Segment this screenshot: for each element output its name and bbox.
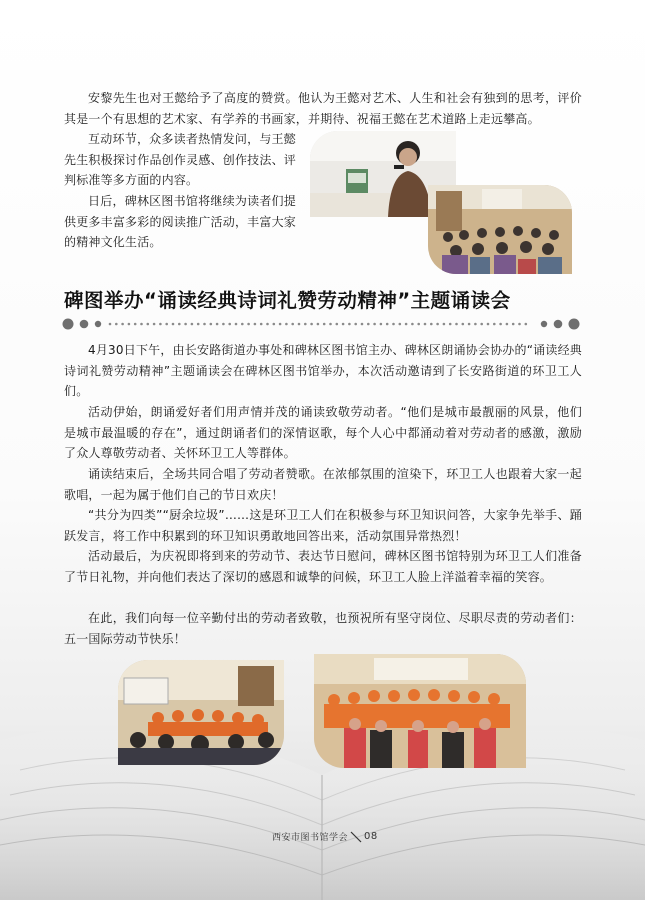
divider-dot [449, 323, 452, 326]
divider-dot [191, 323, 194, 326]
article-title: 碑图举办“诵读经典诗词礼赞劳动精神”主题诵读会 [64, 289, 511, 312]
divider-dot [178, 323, 181, 326]
divider-dot [417, 323, 420, 326]
divider-dot [436, 323, 439, 326]
divider-dot [474, 323, 477, 326]
divider-dot [247, 323, 250, 326]
divider-dot [235, 323, 238, 326]
paragraph-praise: 安黎先生也对王懿给予了高度的赞赏。他认为王懿对艺术、人生和社会有独到的思考，评价其是一个有思想的艺术家、有学养的书画家，并期待、祝福王懿在艺术道路上走远攀高。 [64, 91, 582, 126]
divider-dot [285, 323, 288, 326]
divider-dot [380, 323, 383, 326]
divider-dot [273, 323, 276, 326]
divider-dot [518, 323, 521, 326]
divider-dot [336, 323, 339, 326]
divider-dot [430, 323, 433, 326]
article-paragraph-3: 诵读结束后，全场共同合唱了劳动者赞歌。在浓郁氛围的渲染下，环卫工人也跟着大家一起歌唱，一起为属于他们自己的节日欢庆！ [64, 467, 582, 502]
divider-dot [525, 323, 528, 326]
divider-dot [134, 323, 137, 326]
divider-dot [480, 323, 483, 326]
divider-dot [468, 323, 471, 326]
divider-dot [405, 323, 408, 326]
divider-dot [386, 323, 389, 326]
divider-dot [298, 323, 301, 326]
divider-dot [462, 323, 465, 326]
paragraph-future: 日后，碑林区图书馆将继续为读者们提供更多丰富多彩的阅读推广活动，丰富大家的精神文化生活。 [64, 194, 296, 250]
divider-dot [197, 323, 200, 326]
article-paragraph-4: “共分为四类”“厨余垃圾”……这是环卫工人们在积极参与环卫知识问答，大家争先举手、踊跃发言，将工作中积累到的环卫知识勇敢地回答出来，活动氛围异常热烈！ [64, 508, 582, 543]
divider-dot [310, 323, 313, 326]
footer-slash-mark [349, 829, 363, 843]
divider-dot [317, 323, 320, 326]
article-paragraph-1: 4月30日下午，由长安路街道办事处和碑林区图书馆主办、碑林区朗诵协会协办的“诵读经典诗词礼赞劳动精神”主题诵读会在碑林区图书馆举办，本次活动邀请到了长安路街道的环卫工人们。 [64, 343, 582, 399]
divider-dot [411, 323, 414, 326]
article-paragraph-6: 在此，我们向每一位辛勤付出的劳动者致敬，也预祝所有坚守岗位、尽职尽责的劳动者们：五一国际劳动节快乐！ [64, 611, 582, 646]
divider-dot [165, 323, 168, 326]
paragraph-interaction: 互动环节，众多读者热情发问，与王懿先生积极探讨作品创作灵感、创作技法、评判标准等多方面的内容。 [64, 132, 296, 188]
divider-dot [399, 323, 402, 326]
event-photo-audience [118, 660, 284, 765]
article-paragraph-2: 活动伊始，朗诵爱好者们用声情并茂的诵读致敬劳动者。“他们是城市最靓丽的风景，他们是城市最温暖的存在”，通过朗诵者们的深情讴歌，每个人心中都涌动着对劳动者的感激，激励了众人尊敬劳动者、关怀环卫工人等群体。 [64, 405, 582, 461]
divider-dot [512, 323, 515, 326]
divider-dot [424, 323, 427, 326]
divider-dot [342, 323, 345, 326]
page-footer [272, 828, 378, 844]
divider-dot [159, 323, 162, 326]
dotted-divider [62, 318, 580, 330]
divider-dot [109, 323, 112, 326]
divider-dot [210, 323, 213, 326]
divider-dot [304, 323, 307, 326]
divider-dot [203, 323, 206, 326]
divider-dot [493, 323, 496, 326]
divider-dot [216, 323, 219, 326]
divider-dot [354, 323, 357, 326]
divider-dot [455, 323, 458, 326]
divider-dot [323, 323, 326, 326]
divider-dot [329, 323, 332, 326]
divider-dot [266, 323, 269, 326]
divider-dot [153, 323, 156, 326]
divider-dot [228, 323, 231, 326]
divider-dot [373, 323, 376, 326]
divider-dot [140, 323, 143, 326]
divider-dot [222, 323, 225, 326]
divider-dot [254, 323, 257, 326]
page-number: 08 [364, 830, 378, 842]
divider-dot [121, 323, 124, 326]
event-photo-group [314, 654, 526, 768]
divider-dot [499, 323, 502, 326]
divider-dot [361, 323, 364, 326]
divider-dot [115, 323, 118, 326]
divider-dot [172, 323, 175, 326]
divider-dot [487, 323, 490, 326]
divider-dot [291, 323, 294, 326]
divider-dot [184, 323, 187, 326]
divider-dot [392, 323, 395, 326]
audience-photo [428, 185, 572, 274]
divider-dot [367, 323, 370, 326]
divider-dot [128, 323, 131, 326]
divider-dot [260, 323, 263, 326]
divider-dot [241, 323, 244, 326]
article-paragraph-5: 活动最后，为庆祝即将到来的劳动节、表达节日慰问，碑林区图书馆特别为环卫工人们准备了节日礼物，并向他们表达了深切的感恩和诚挚的问候，环卫工人脸上洋溢着幸福的笑容。 [64, 549, 582, 584]
divider-dot [279, 323, 282, 326]
divider-dot [147, 323, 150, 326]
divider-dot [348, 323, 351, 326]
divider-dot [506, 323, 509, 326]
publisher-name: 西安市图书馆学会 [272, 832, 349, 843]
divider-dot [443, 323, 446, 326]
